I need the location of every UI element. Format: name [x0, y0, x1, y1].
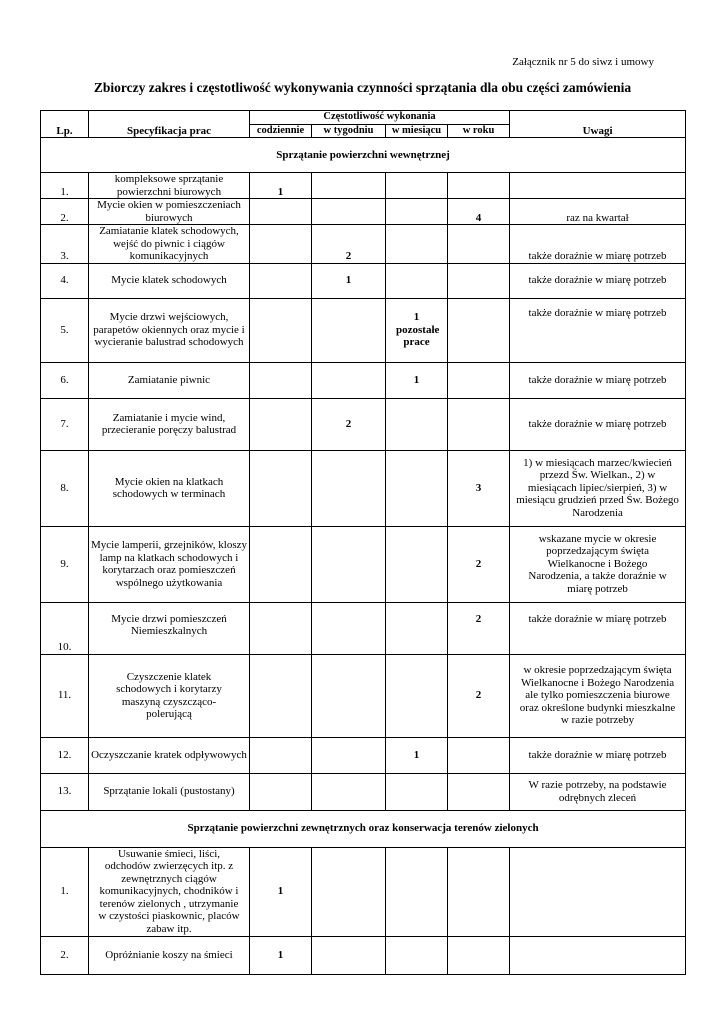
row-weekly: 2 [312, 398, 386, 450]
row-yearly: 3 [448, 450, 510, 526]
row-spec: Zamiatanie i mycie wind, przecieranie poręczy balustrad [89, 398, 250, 450]
row-number: 1. [41, 173, 89, 199]
row-yearly [448, 737, 510, 773]
row-weekly [312, 654, 386, 737]
row-yearly: 2 [448, 526, 510, 602]
row-notes: raz na kwartał [510, 199, 686, 225]
row-yearly [448, 398, 510, 450]
table-row [41, 263, 686, 298]
row-daily [250, 398, 312, 450]
header-daily: codziennie [250, 124, 312, 138]
row-number: 10. [41, 602, 89, 654]
row-spec: Zamiatanie piwnic [89, 362, 250, 398]
row-yearly: 2 [448, 654, 510, 737]
row-weekly [312, 737, 386, 773]
row-number: 3. [41, 225, 89, 264]
row-spec: Mycie drzwi wejściowych, parapetów okiennych oraz mycie i wycieranie balustrad schodowych [89, 298, 250, 362]
row-spec: Zamiatanie klatek schodowych, wejść do piwnic i ciągów komunikacyjnych [89, 225, 250, 264]
table-row [41, 199, 686, 225]
table-row [41, 225, 686, 264]
row-monthly [386, 773, 448, 810]
row-daily: 1 [250, 173, 312, 199]
row-notes: także doraźnie w miarę potrzeb [510, 263, 686, 298]
row-number: 6. [41, 362, 89, 398]
row-notes: w okresie poprzedzającym święta Wielkanocne i Bożego Narodzenia ale tylko pomieszczenia biurowe oraz określone budynki mieszkalne w razie potrzeby [510, 654, 686, 737]
row-notes: także doraźnie w miarę potrzeb [510, 362, 686, 398]
document-title: Zbiorczy zakres i częstotliwość wykonywania czynności sprzątania dla obu części zamówienia [93, 80, 632, 95]
table-row [41, 847, 686, 936]
row-yearly [448, 225, 510, 264]
cleaning-schedule-table [40, 110, 686, 975]
row-monthly [386, 263, 448, 298]
row-daily [250, 362, 312, 398]
row-notes: 1) w miesiącach marzec/kwiecień przezd Św. Wielkan., 2) w miesiącach lipiec/sierpień, 3) w miesiącu grudzień przed Św. Bożego Narodzenia [510, 450, 686, 526]
section-external: Sprzątanie powierzchni zewnętrznych oraz konserwacja terenów zielonych [41, 810, 686, 847]
table-row [41, 398, 686, 450]
table-row [41, 773, 686, 810]
row-daily [250, 450, 312, 526]
row-daily [250, 263, 312, 298]
row-monthly [386, 526, 448, 602]
row-yearly [448, 936, 510, 974]
annex-label: Załącznik nr 5 do siwz i umowy [512, 56, 654, 68]
header-frequency: Częstotliwość wykonania [250, 111, 510, 125]
header-weekly: w tygodniu [312, 124, 386, 138]
row-weekly: 2 [312, 225, 386, 264]
row-spec: Opróżnianie koszy na śmieci [89, 936, 250, 974]
row-daily: 1 [250, 847, 312, 936]
row-notes: także doraźnie w miarę potrzeb [510, 737, 686, 773]
row-spec: kompleksowe sprzątanie powierzchni biurowych [89, 173, 250, 199]
row-spec: Mycie drzwi pomieszczeń Niemieszkalnych [89, 602, 250, 654]
row-spec: Sprzątanie lokali (pustostany) [89, 773, 250, 810]
row-notes: także doraźnie w miarę potrzeb [510, 398, 686, 450]
row-daily [250, 654, 312, 737]
row-spec: Usuwanie śmieci, liści, odchodów zwierzęcych itp. z zewnętrznych ciągów komunikacyjnych, chodników i terenów zielonych , utrzymanie w czystości piaskownic, placów zabaw itp. [89, 847, 250, 936]
row-daily: 1 [250, 936, 312, 974]
row-notes [510, 936, 686, 974]
row-yearly: 2 [448, 602, 510, 654]
row-monthly [386, 450, 448, 526]
row-daily [250, 225, 312, 264]
row-weekly [312, 847, 386, 936]
row-daily [250, 773, 312, 810]
row-daily [250, 199, 312, 225]
row-spec: Mycie okien w pomieszczeniach biurowych [89, 199, 250, 225]
row-number: 4. [41, 263, 89, 298]
row-spec: Mycie lamperii, grzejników, kloszy lamp na klatkach schodowych i korytarzach oraz pomieszczeń wspólnego użytkowania [89, 526, 250, 602]
row-weekly [312, 298, 386, 362]
row-weekly [312, 773, 386, 810]
table-row [41, 450, 686, 526]
section-internal: Sprzątanie powierzchni wewnętrznej [41, 138, 686, 173]
row-monthly [386, 398, 448, 450]
header-monthly: w miesiącu [386, 124, 448, 138]
row-notes [510, 173, 686, 199]
row-yearly [448, 173, 510, 199]
row-weekly: 1 [312, 263, 386, 298]
row-weekly [312, 362, 386, 398]
row-monthly [386, 602, 448, 654]
row-daily [250, 602, 312, 654]
table-row [41, 936, 686, 974]
row-notes: także doraźnie w miarę potrzeb [510, 225, 686, 264]
header-lp: Lp. [41, 111, 89, 138]
row-weekly [312, 450, 386, 526]
row-daily [250, 526, 312, 602]
table-row [41, 362, 686, 398]
row-monthly: 1 [386, 362, 448, 398]
row-number: 9. [41, 526, 89, 602]
row-weekly [312, 936, 386, 974]
table-row [41, 654, 686, 737]
row-daily [250, 737, 312, 773]
row-number: 8. [41, 450, 89, 526]
row-spec: Mycie klatek schodowych [89, 263, 250, 298]
row-daily [250, 298, 312, 362]
table-row [41, 737, 686, 773]
row-yearly [448, 298, 510, 362]
row-yearly [448, 362, 510, 398]
row-monthly [386, 847, 448, 936]
row-weekly [312, 173, 386, 199]
row-spec: Czyszczenie klatek schodowych i korytarzy maszyną czyszcząco-polerującą [89, 654, 250, 737]
row-yearly: 4 [448, 199, 510, 225]
row-notes: także doraźnie w miarę potrzeb [510, 298, 686, 362]
table-row [41, 173, 686, 199]
row-number: 2. [41, 936, 89, 974]
table-row [41, 602, 686, 654]
row-monthly: 1 [386, 737, 448, 773]
row-yearly [448, 847, 510, 936]
header-spec: Specyfikacja prac [89, 111, 250, 138]
row-yearly [448, 773, 510, 810]
row-weekly [312, 602, 386, 654]
row-notes: także doraźnie w miarę potrzeb [510, 602, 686, 654]
row-notes [510, 847, 686, 936]
row-weekly [312, 199, 386, 225]
table-row [41, 298, 686, 362]
row-spec: Oczyszczanie kratek odpływowych [89, 737, 250, 773]
row-number: 2. [41, 199, 89, 225]
row-number: 13. [41, 773, 89, 810]
row-spec: Mycie okien na klatkach schodowych w terminach [89, 450, 250, 526]
row-number: 12. [41, 737, 89, 773]
row-number: 5. [41, 298, 89, 362]
header-yearly: w roku [448, 124, 510, 138]
row-number: 11. [41, 654, 89, 737]
row-monthly [386, 199, 448, 225]
row-monthly [386, 654, 448, 737]
row-weekly [312, 526, 386, 602]
table-row [41, 526, 686, 602]
row-monthly: 1 pozostałe prace [386, 298, 448, 362]
header-notes: Uwagi [510, 111, 686, 138]
row-monthly [386, 173, 448, 199]
row-monthly [386, 936, 448, 974]
row-number: 7. [41, 398, 89, 450]
row-notes: W razie potrzeby, na podstawie odrębnych zleceń [510, 773, 686, 810]
row-notes: wskazane mycie w okresie poprzedzającym święta Wielkanocne i Bożego Narodzenia, a także doraźnie w miarę potrzeb [510, 526, 686, 602]
row-number: 1. [41, 847, 89, 936]
row-monthly [386, 225, 448, 264]
row-yearly [448, 263, 510, 298]
